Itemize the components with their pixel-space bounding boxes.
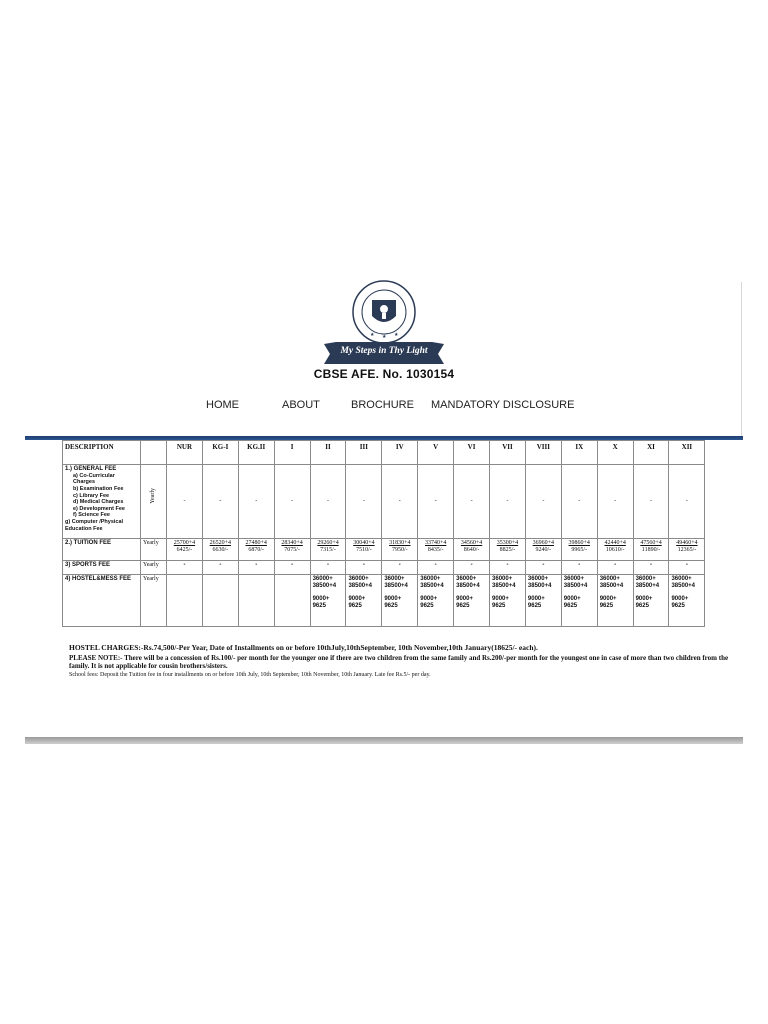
column-header: XI — [633, 441, 669, 465]
tuition-fee-total: 42440+4 — [604, 540, 626, 546]
column-header: XII — [669, 441, 705, 465]
sports-fee-value: - — [202, 561, 238, 575]
hostel-fee-line: 9625 — [527, 602, 542, 609]
hostel-fee-line: 9625 — [456, 602, 470, 609]
general-fee-value: - — [238, 465, 274, 539]
hostel-fee-line: 38500+4 — [456, 582, 480, 589]
tuition-fee-cell — [346, 539, 382, 561]
column-header: III — [346, 441, 382, 465]
tuition-fee-installment: 9965/- — [571, 546, 588, 553]
hostel-fee-line: 9625 — [348, 602, 362, 609]
hostel-fee-period: Yearly — [141, 575, 167, 627]
hostel-fee-line: 36000+ — [599, 576, 620, 582]
general-fee-value: - — [202, 465, 238, 539]
hostel-fee-line: 9000+ — [348, 595, 366, 602]
tuition-fee-cell — [202, 539, 238, 561]
sports-fee-value: - — [346, 561, 382, 575]
column-header: V — [418, 441, 454, 465]
column-header: VI — [454, 441, 490, 465]
tuition-fee-installment: 8825/- — [499, 546, 516, 553]
sports-fee-value: - — [490, 561, 526, 575]
tuition-fee-installment: 6870/- — [248, 546, 265, 553]
general-fee-value: - — [346, 465, 382, 539]
fee-table — [62, 440, 705, 627]
hostel-fee-cell — [597, 575, 633, 627]
hostel-fee-line: 36000+ — [492, 576, 513, 582]
nav-brochure-link[interactable]: BROCHURE — [351, 399, 414, 411]
tuition-fee-installment: 11890/- — [641, 546, 661, 553]
tuition-fee-total: 26520+4 — [209, 540, 232, 546]
hostel-fee-line: 36000+ — [384, 576, 405, 582]
general-fee-title: 1.) GENERAL FEE — [65, 466, 117, 472]
sports-fee-value: - — [238, 561, 274, 575]
school-fees-note: School fees: Deposit the Tuition fee in four installments on or before 10th July, 10th September, 10th November, 10th January. Late fee Rs.5/- per day. — [69, 672, 431, 678]
tuition-fee-total: 25700+4 — [173, 540, 196, 546]
general-fee-value: - — [167, 465, 203, 539]
tuition-fee-cell — [669, 539, 705, 561]
hostel-fee-line: 38500+4 — [635, 582, 660, 589]
general-fee-cell — [63, 465, 141, 539]
sports-fee-label: 3) SPORTS FEE — [63, 561, 141, 575]
tuition-fee-cell — [167, 539, 203, 561]
sports-fee-value: - — [633, 561, 669, 575]
svg-text:★: ★ — [370, 332, 375, 338]
fee-structure — [62, 440, 705, 638]
hostel-fee-line: 9000+ — [456, 595, 473, 602]
general-fee-period: Yearly — [150, 488, 157, 504]
column-header: II — [310, 441, 346, 465]
tuition-fee-cell — [597, 539, 633, 561]
tuition-fee-total: 28340+4 — [281, 540, 303, 546]
hostel-fee-line: 9000+ — [312, 595, 330, 602]
hostel-fee-line: 9625 — [635, 602, 649, 609]
hostel-fee-cell — [669, 575, 705, 627]
hostel-fee-cell — [418, 575, 454, 627]
column-header: I — [274, 441, 310, 465]
tuition-fee-installment: 12365/- — [677, 546, 697, 553]
tuition-fee-installment: 7510/- — [356, 546, 372, 553]
general-fee-period-cell — [141, 465, 167, 539]
column-header — [141, 441, 167, 465]
tuition-fee-total: 33740+4 — [424, 540, 447, 546]
tuition-fee-cell — [490, 539, 526, 561]
hostel-fee-line: 9000+ — [420, 595, 438, 602]
tuition-fee-cell — [525, 539, 561, 561]
tuition-fee-installment: 9240/- — [535, 546, 552, 553]
hostel-fee-cell — [561, 575, 597, 627]
tuition-fee-installment: 6425/- — [176, 546, 193, 553]
tuition-fee-total: 49460+4 — [676, 540, 698, 546]
school-logo[interactable] — [322, 280, 446, 366]
column-header: IV — [382, 441, 418, 465]
hostel-fee-line: 9000+ — [671, 595, 689, 602]
sports-fee-value: - — [310, 561, 346, 575]
sports-fee-value: - — [418, 561, 454, 575]
hostel-fee-cell — [238, 575, 274, 627]
hostel-fee-line: 9625 — [312, 602, 326, 609]
sports-fee-value: - — [274, 561, 310, 575]
general-fee-row — [63, 465, 705, 539]
hostel-fee-line: 38500+4 — [384, 582, 408, 589]
hostel-fee-cell — [525, 575, 561, 627]
tuition-fee-total: 30040+4 — [353, 540, 375, 546]
hostel-fee-line: 9625 — [384, 602, 398, 609]
sports-fee-period: Yearly — [141, 561, 167, 575]
svg-text:★: ★ — [382, 334, 387, 340]
sports-fee-value: - — [382, 561, 418, 575]
column-header: X — [597, 441, 633, 465]
hostel-fee-line: 36000+ — [671, 576, 692, 582]
hostel-fee-line: 38500+4 — [420, 582, 444, 589]
general-fee-item: f) Science Fee — [73, 512, 110, 519]
tuition-fee-total: 34560+4 — [460, 540, 483, 546]
tuition-fee-total: 29260+4 — [317, 540, 339, 546]
tuition-fee-total: 47560+4 — [640, 540, 662, 546]
fee-notes — [69, 643, 729, 678]
tuition-fee-installment: 8640/- — [463, 546, 480, 553]
general-fee-item: d) Medical Charges — [73, 499, 124, 506]
hostel-fee-line: 9000+ — [635, 595, 653, 602]
general-fee-value: - — [597, 465, 633, 539]
logo-motto: My Steps in Thy Light — [340, 346, 428, 356]
general-fee-value: - — [669, 465, 705, 539]
general-fee-value: - — [454, 465, 490, 539]
general-fee-item: c) Library Fee — [73, 492, 110, 499]
hostel-fee-line: 9625 — [563, 602, 578, 609]
hostel-fee-line: 38500+4 — [492, 582, 516, 589]
tuition-fee-total: 39860+4 — [568, 540, 590, 546]
tuition-fee-cell — [274, 539, 310, 561]
general-fee-value: - — [310, 465, 346, 539]
column-header: KG.II — [238, 441, 274, 465]
hostel-fee-line: 9000+ — [492, 595, 509, 602]
hostel-fee-cell — [454, 575, 490, 627]
hostel-fee-row — [63, 575, 705, 627]
hostel-fee-line: 36000+ — [456, 576, 477, 582]
hostel-fee-cell — [633, 575, 669, 627]
tuition-fee-cell — [561, 539, 597, 561]
hostel-fee-line: 9000+ — [599, 595, 617, 602]
tuition-fee-cell — [238, 539, 274, 561]
tuition-fee-cell — [454, 539, 490, 561]
tuition-fee-installment: 10610/- — [605, 546, 625, 553]
fee-table-header-row — [63, 441, 705, 465]
nav-about-link[interactable]: ABOUT — [282, 399, 320, 411]
cbse-affiliation-number: CBSE AFE. No. 1030154 — [313, 367, 455, 381]
hostel-fee-line: 36000+ — [420, 576, 441, 582]
sports-fee-row — [63, 561, 705, 575]
hostel-fee-line: 38500+4 — [348, 582, 372, 589]
general-fee-item: e) Development Fee — [73, 505, 125, 512]
general-fee-items — [65, 473, 138, 532]
hostel-fee-line: 9625 — [492, 602, 506, 609]
hostel-fee-line: 38500+4 — [527, 582, 552, 589]
hostel-fee-line: 38500+4 — [563, 582, 588, 589]
hostel-charges-note: HOSTEL CHARGES:-Rs.74,500/-Per Year, Date of Installments on or before 10thJuly,10thSeptember, 10th November,10th January(18625/- each). — [69, 643, 538, 652]
hostel-fee-cell — [382, 575, 418, 627]
sports-fee-value: - — [167, 561, 203, 575]
nav-home-link[interactable]: HOME — [206, 399, 239, 411]
sports-fee-value: - — [454, 561, 490, 575]
column-header: DESCRIPTION — [63, 441, 141, 465]
sports-fee-value: - — [561, 561, 597, 575]
hostel-fee-line: 38500+4 — [671, 582, 695, 589]
general-fee-value: - — [490, 465, 526, 539]
hostel-fee-line: 38500+4 — [312, 582, 337, 589]
tuition-fee-row — [63, 539, 705, 561]
column-header: VIII — [525, 441, 561, 465]
nav-mandatory-disclosure-link[interactable]: MANDATORY DISCLOSURE — [431, 399, 575, 411]
general-fee-item: a) Co-Curricular Charges — [73, 472, 115, 486]
hostel-fee-cell — [274, 575, 310, 627]
tuition-fee-installment: 7950/- — [391, 546, 408, 553]
general-fee-item: g) Computer /Physical Education Fee — [65, 519, 124, 532]
hostel-fee-line: 38500+4 — [599, 582, 624, 589]
column-header: KG-I — [202, 441, 238, 465]
hostel-fee-cell — [490, 575, 526, 627]
general-fee-value: - — [633, 465, 669, 539]
sports-fee-value: - — [597, 561, 633, 575]
hostel-fee-line: 9000+ — [384, 595, 402, 602]
general-fee-value: - — [418, 465, 454, 539]
tuition-fee-cell — [382, 539, 418, 561]
hostel-fee-line: 9625 — [420, 602, 434, 609]
tuition-fee-cell — [310, 539, 346, 561]
hostel-fee-line: 36000+ — [348, 576, 369, 582]
general-fee-value: - — [561, 465, 597, 539]
tuition-fee-cell — [418, 539, 454, 561]
tuition-fee-total: 27480+4 — [245, 540, 267, 546]
general-fee-item: b) Examination Fee — [73, 486, 124, 493]
sports-fee-value: - — [525, 561, 561, 575]
hostel-fee-cell — [202, 575, 238, 627]
hostel-fee-label: 4) HOSTEL&MESS FEE — [63, 575, 141, 627]
hostel-fee-line: 36000+ — [635, 576, 656, 582]
column-header: VII — [490, 441, 526, 465]
please-note: PLEASE NOTE:- There will be a concession of Rs.100/- per month for the younger one if there are two children from the same family and Rs.200/-per month for the youngest one in case of more than two children from the family. It is not applicable for cousin brothers/sisters. — [69, 654, 729, 670]
tuition-fee-total: 31830+4 — [389, 540, 411, 546]
general-fee-value: - — [525, 465, 561, 539]
column-header: NUR — [167, 441, 203, 465]
tuition-fee-installment: 7315/- — [320, 546, 336, 553]
tuition-fee-total: 36960+4 — [532, 540, 555, 546]
general-fee-value: - — [274, 465, 310, 539]
hostel-fee-line: 9000+ — [563, 595, 581, 602]
hostel-fee-cell — [310, 575, 346, 627]
tuition-fee-installment: 6630/- — [212, 546, 229, 553]
hostel-fee-line: 9625 — [671, 602, 685, 609]
footer-divider — [25, 737, 743, 744]
hostel-fee-line: 9000+ — [527, 595, 545, 602]
tuition-fee-installment: 7075/- — [284, 546, 300, 553]
main-navigation — [0, 399, 768, 417]
svg-text:★: ★ — [394, 332, 399, 338]
general-fee-value: - — [382, 465, 418, 539]
tuition-fee-period: Yearly — [141, 539, 167, 561]
hostel-fee-cell — [167, 575, 203, 627]
hostel-fee-line: 36000+ — [563, 576, 584, 582]
sports-fee-value: - — [669, 561, 705, 575]
column-header: IX — [561, 441, 597, 465]
tuition-fee-label: 2.) TUITION FEE — [63, 539, 141, 561]
hostel-fee-line: 36000+ — [527, 576, 549, 582]
hostel-fee-cell — [346, 575, 382, 627]
tuition-fee-cell — [633, 539, 669, 561]
tuition-fee-installment: 8435/- — [427, 546, 444, 553]
tuition-fee-total: 35300+4 — [496, 540, 519, 546]
hostel-fee-line: 9625 — [599, 602, 614, 609]
hostel-fee-line: 36000+ — [312, 576, 333, 582]
